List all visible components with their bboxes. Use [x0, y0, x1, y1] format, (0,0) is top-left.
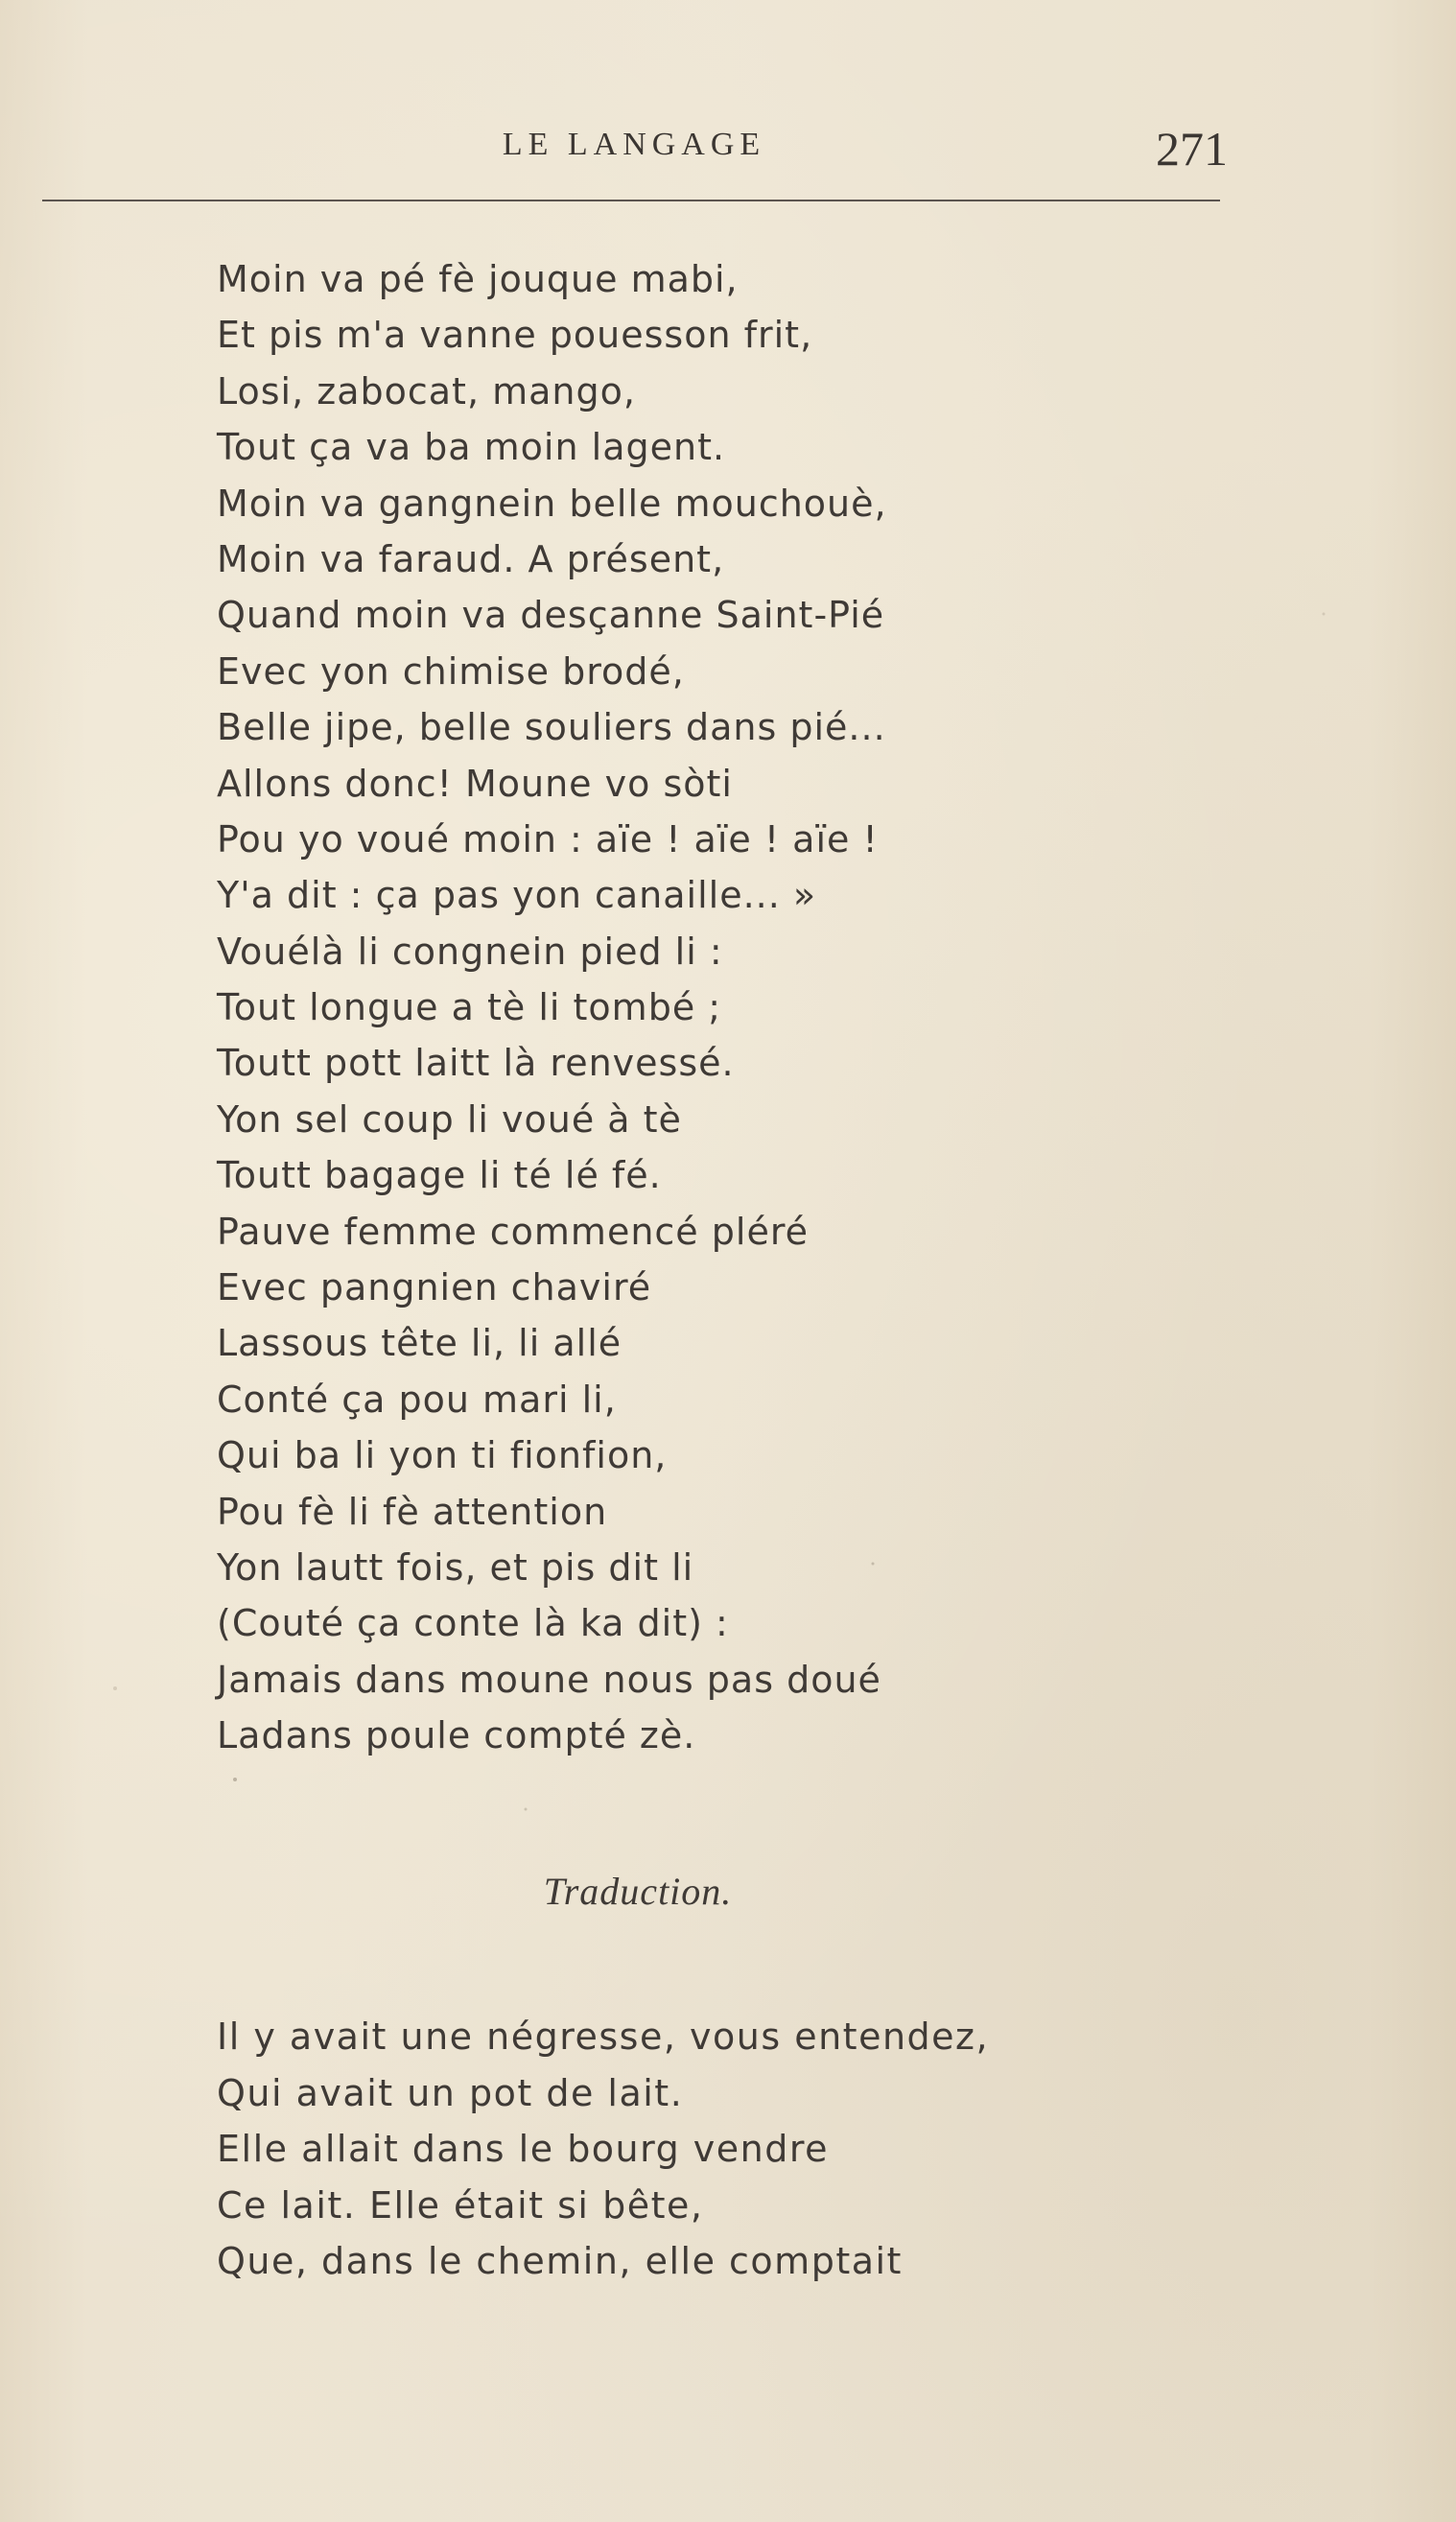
poem-line: Moin va faraud. A présent,: [217, 537, 725, 580]
french-translation: [217, 2009, 1368, 2290]
poem-line: Pauve femme commencé pléré: [217, 1210, 809, 1253]
poem-line: Jamais dans moune nous pas doué: [217, 1658, 881, 1701]
poem-line: Allons donc! Moune vo sòti: [217, 762, 733, 805]
poem-line: (Couté ça conte là ka dit) :: [217, 1602, 729, 1645]
poem-line: Pou fè li fè attention: [217, 1490, 608, 1533]
poem-line: Vouélà li congnein pied li :: [217, 930, 723, 973]
poem-line: Belle jipe, belle souliers dans pié...: [217, 706, 886, 749]
poem-line: Tout ça va ba moin lagent.: [217, 426, 726, 469]
poem-line: Y'a dit : ça pas yon canaille... »: [217, 874, 817, 917]
poem-line: Moin va gangnein belle mouchouè,: [217, 482, 887, 525]
translation-line: Il y avait une négresse, vous entendez,: [217, 2015, 990, 2058]
translation-line: Que, dans le chemin, elle comptait: [217, 2240, 903, 2282]
poem-line: Yon lautt fois, et pis dit li: [217, 1545, 694, 1589]
poem-line: Losi, zabocat, mango,: [217, 369, 636, 412]
poem-line: Tout longue a tè li tombé ;: [217, 986, 722, 1029]
poem-line: Pou yo voué moin : aïe ! aïe ! aïe !: [217, 817, 879, 860]
poem-line: Toutt pott laitt là renvessé.: [217, 1042, 735, 1085]
poem-line: Evec pangnien chaviré: [217, 1266, 652, 1309]
poem-line: Moin va pé fè jouque mabi,: [217, 258, 739, 300]
page-number: 271: [1156, 122, 1228, 176]
translation-line: Elle allait dans le bourg vendre: [217, 2128, 830, 2170]
creole-poem: [217, 251, 1272, 1764]
poem-line: Yon sel coup li voué à tè: [217, 1097, 682, 1141]
poem-line: Qui ba li yon ti fionfion,: [217, 1434, 668, 1477]
poem-line: Ladans poule compté zè.: [217, 1714, 696, 1757]
translation-line: Ce lait. Elle était si bête,: [217, 2183, 704, 2227]
poem-line: Evec yon chimise brodé,: [217, 649, 685, 693]
section-title: Traduction.: [543, 1870, 733, 1913]
running-head: [0, 122, 1456, 184]
header-rule: [42, 200, 1220, 201]
poem-line: Toutt bagage li té lé fé.: [217, 1154, 662, 1197]
poem-line: Et pis m'a vanne pouesson frit,: [217, 314, 813, 357]
running-head-title: LE LANGAGE: [502, 127, 766, 162]
poem-line: Lassous tête li, li allé: [217, 1322, 622, 1365]
poem-line: Quand moin va desçanne Saint-Pié: [217, 594, 885, 637]
poem-line: Conté ça pou mari li,: [217, 1378, 617, 1421]
translation-line: Qui avait un pot de lait.: [217, 2071, 684, 2114]
